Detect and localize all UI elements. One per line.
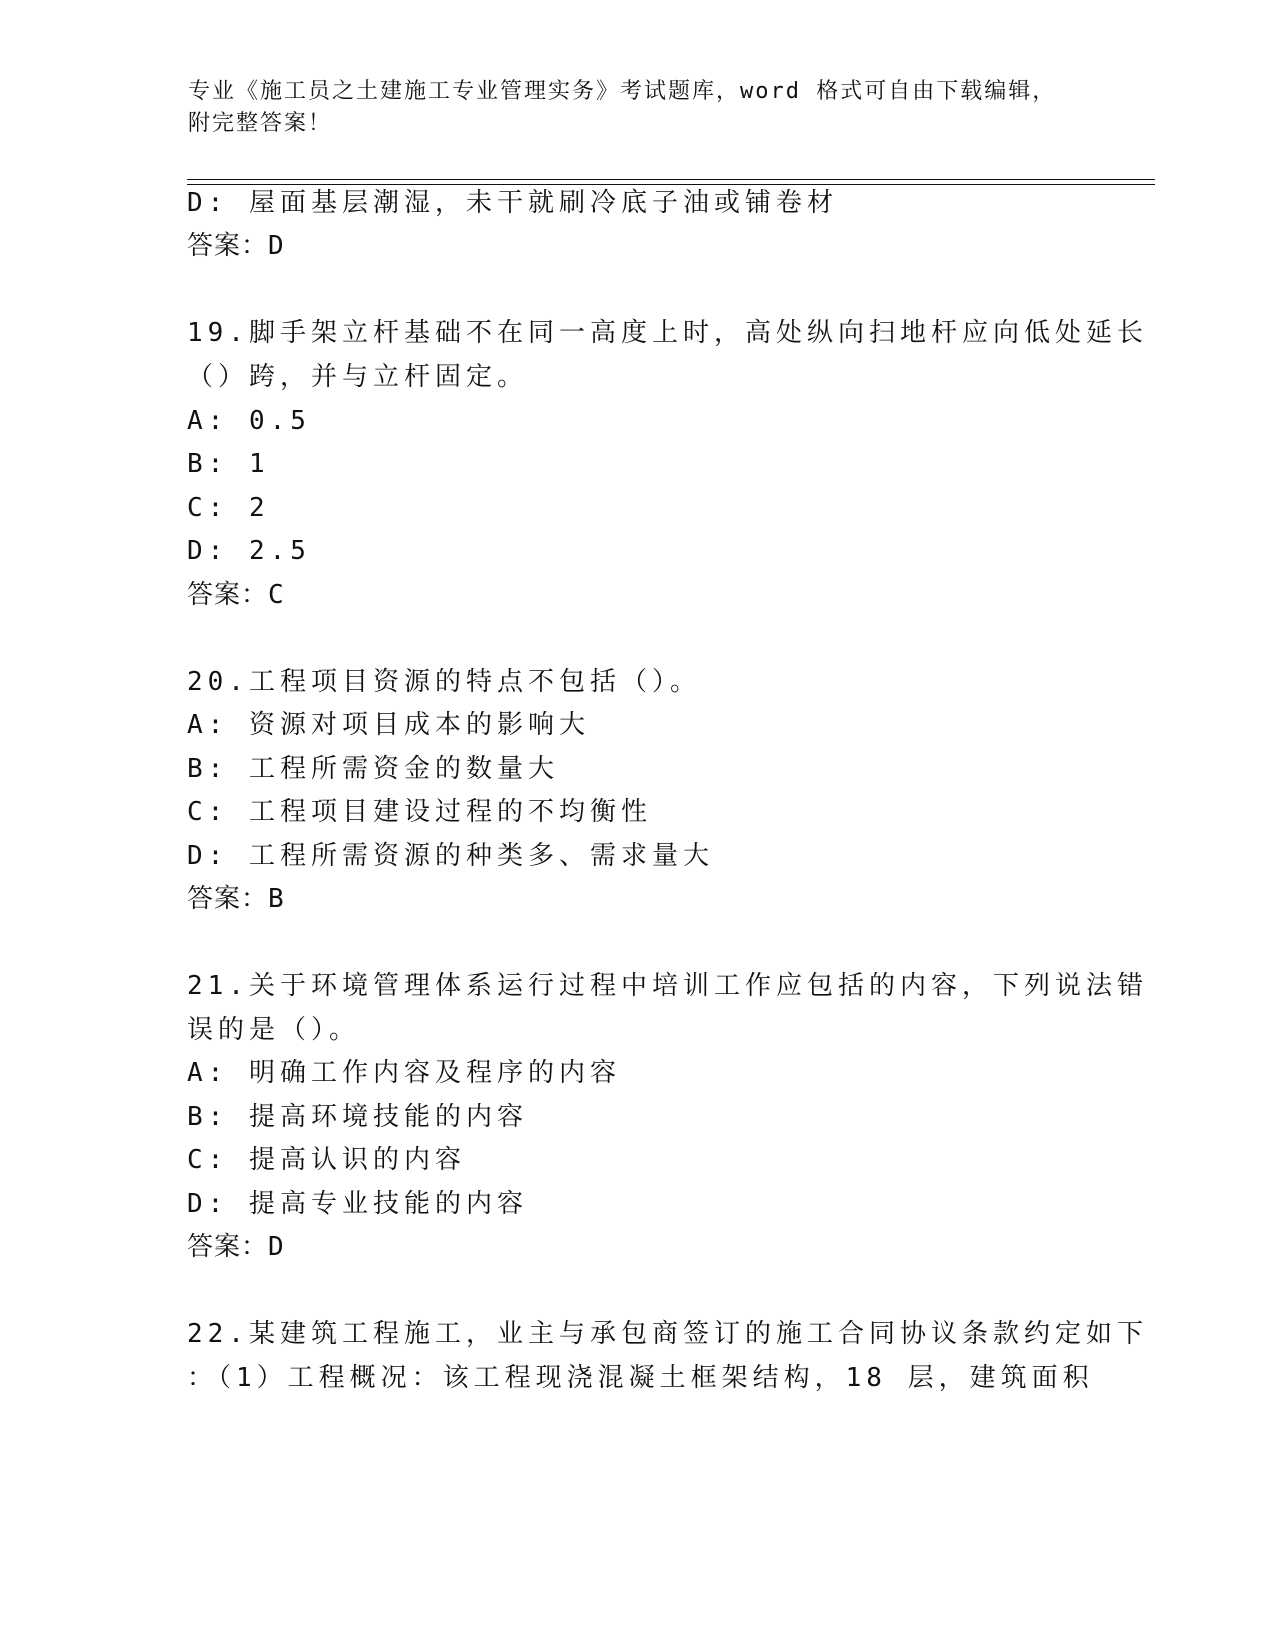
q22-stem-line-1: 22.某建筑工程施工，业主与承包商签订的施工合同协议条款约定如下 xyxy=(187,1319,1148,1349)
q19-stem-line-1: 19.脚手架立杆基础不在同一高度上时，高处纵向扫地杆应向低处延长 xyxy=(187,318,1148,348)
q19-option-b: B: 1 xyxy=(187,449,270,479)
q21-answer: 答案：D xyxy=(187,1232,285,1262)
q19-answer: 答案：C xyxy=(187,580,285,610)
q20-option-c: C: 工程项目建设过程的不均衡性 xyxy=(187,797,652,827)
q19-option-d: D: 2.5 xyxy=(187,536,311,566)
header-rule-bottom xyxy=(187,184,1155,185)
q20-option-b: B: 工程所需资金的数量大 xyxy=(187,754,559,784)
q20-stem-line-1: 20.工程项目资源的特点不包括（）。 xyxy=(187,667,701,697)
header-line-2: 附完整答案！ xyxy=(188,111,333,136)
q21-option-d: D: 提高专业技能的内容 xyxy=(187,1189,528,1219)
q18-option-d: D: 屋面基层潮湿，未干就刷冷底子油或铺卷材 xyxy=(187,188,838,218)
q19-option-a: A: 0.5 xyxy=(187,406,311,436)
document-header xyxy=(188,76,1088,140)
q21-option-b: B: 提高环境技能的内容 xyxy=(187,1102,528,1132)
q22-stem-line-2: ：（1）工程概况：该工程现浇混凝土框架结构，18 层，建筑面积 xyxy=(187,1363,1094,1393)
q20-option-a: A: 资源对项目成本的影响大 xyxy=(187,710,590,740)
q18-answer: 答案：D xyxy=(187,231,285,261)
header-line-1: 专业《施工员之土建施工专业管理实务》考试题库，word 格式可自由下载编辑， xyxy=(188,79,1057,104)
q21-option-c: C: 提高认识的内容 xyxy=(187,1145,466,1175)
q20-option-d: D: 工程所需资源的种类多、需求量大 xyxy=(187,841,714,871)
q19-option-c: C: 2 xyxy=(187,493,270,523)
q21-option-a: A: 明确工作内容及程序的内容 xyxy=(187,1058,621,1088)
q19-stem-line-2: （）跨，并与立杆固定。 xyxy=(187,362,529,392)
header-rule-top xyxy=(187,179,1155,180)
q20-answer: 答案：B xyxy=(187,884,285,914)
q21-stem-line-1: 21.关于环境管理体系运行过程中培训工作应包括的内容，下列说法错 xyxy=(187,971,1148,1001)
q21-stem-line-2: 误的是（）。 xyxy=(187,1015,361,1045)
